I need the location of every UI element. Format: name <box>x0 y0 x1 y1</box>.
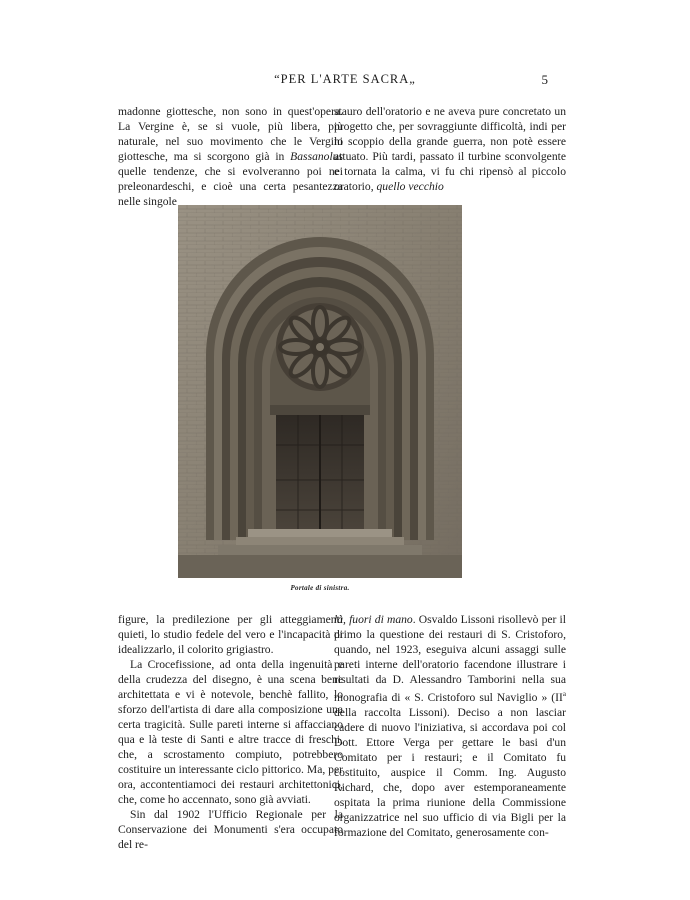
portal-photograph <box>178 205 462 578</box>
column-top-left <box>118 104 343 208</box>
paragraph: La Crocefissione, ad onta della ingenuità e della crudezza del disegno, è una scena bene architettata e vi è notevole, benchè fallito, lo sforzo dell'artista di dare alla composizione una certa tragicità. Sulle pareti interne si affacciano qua e là teste di Santi e altre tracce di freschi, che, a scrostamento compiuto, potrebbero costituire un interessante ciclo pittorico. Ma, per ora, accontentiamoci dei restauri architettonici, che, come ho accennato, sono già avviati. <box>118 658 343 806</box>
text-run: stauro dell'oratorio e ne aveva pure concretato un progetto che, per sovraggiunte difficoltà, indi per lo scoppio della grande guerra, non potè essere attuato. Più tardi, passato il turbine sconvolgente e tornata la calma, vi fu chi ripensò al piccolo oratorio, <box>334 105 566 193</box>
italic-text: quello vecchio <box>376 180 444 193</box>
figure-caption: Portale di sinistra. <box>290 584 350 592</box>
text-run: quelle tendenze, che si evolveranno poi nei preleonardeschi, e cioè una certa pesantezza nelle singole <box>118 165 343 208</box>
paragraph <box>334 104 566 194</box>
text-run: della raccolta Lissoni). Deciso a non lasciar cadere di nuovo l'iniziativa, si accordava poi col Dott. Ettore Verga per gettare le basi d'un Comitato per i restauri; e il Comitato fu costituito, auspice il Comm. Ing. Augusto Richard, che, dopo aver estemporaneamente ospitata la prima riunione della Commissione organizzatrice nel suo ufficio di via Bigli per la formazione del Comitato, generosamente con- <box>334 705 566 839</box>
text-run: madonne giottesche, non sono in quest'opera. La Vergine è, se si vuole, più libera, più naturale, nel suo movimento che le Vergini giottesche, ma si scorgono già in <box>118 105 343 163</box>
column-top-right <box>334 104 566 194</box>
running-title: “PER L'ARTE SACRA„ <box>274 72 416 86</box>
paragraph: figure, la predilezione per gli atteggiamenti quieti, lo studio fedele del vero e l'incapacità di idealizzarlo, il colorito grigiastro. <box>118 613 343 656</box>
paragraph: Sin dal 1902 l'Ufficio Regionale per la Conservazione dei Monumenti s'era occupato del re- <box>118 808 343 851</box>
page-number: 5 <box>541 72 548 87</box>
paragraph <box>118 104 343 209</box>
superscript: a <box>562 690 566 698</box>
italic-text: Bassanolus <box>290 150 343 163</box>
portal-illustration <box>178 205 462 578</box>
column-bottom-right <box>334 612 566 837</box>
text-run: . Osvaldo Lissoni risollevò per il primo la questione dei restauri di S. Cristoforo, quando, nel 1923, eseguiva alcuni assaggi sulle pareti interne dell'oratorio facendone illustrare i risultati da D. Alessandro Tamborini nella sua monografia di « S. Cristoforo sul Naviglio » (II <box>334 613 566 704</box>
column-bottom-left <box>118 612 343 851</box>
paragraph <box>334 612 566 840</box>
italic-text: là, fuori di mano <box>334 613 413 626</box>
